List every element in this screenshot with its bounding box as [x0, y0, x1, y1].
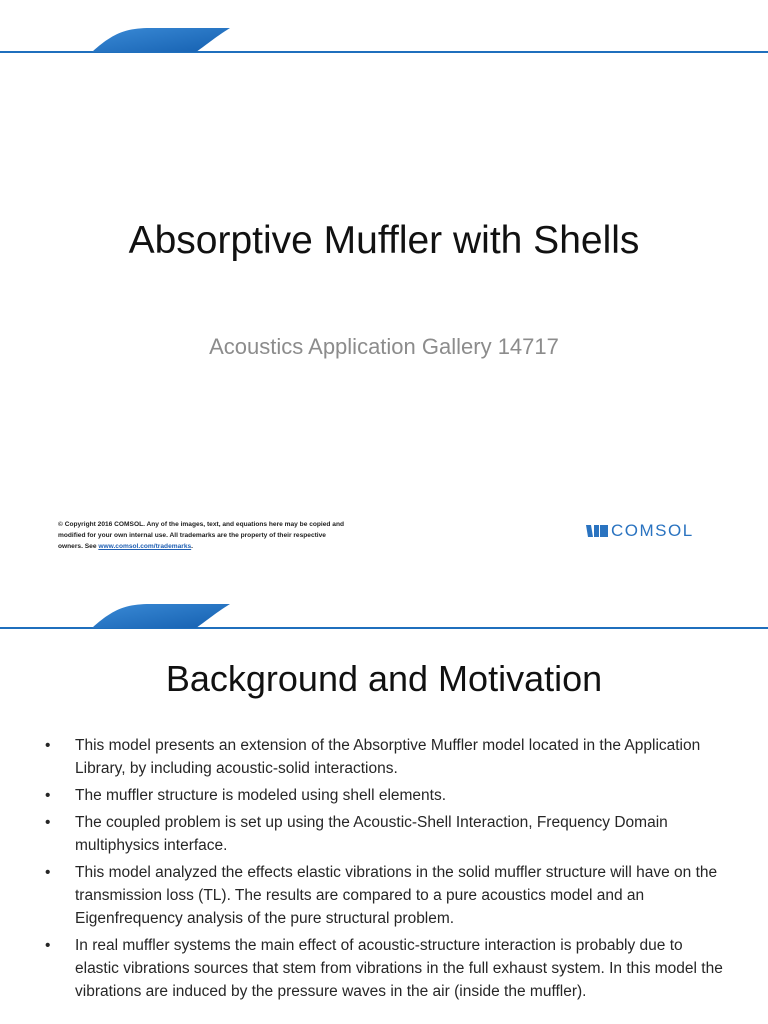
copyright-text: © Copyright 2016 COMSOL. Any of the images, text, and equations here may be copied and modified for your own internal use. All trademarks are the property of their respective owners. See — [58, 521, 345, 550]
bullet-item — [45, 784, 725, 807]
bullet-text: This model presents an extension of the Absorptive Muffler model located in the Application Library, by including acoustic-solid interactions. — [75, 737, 701, 777]
bullet-text: This model analyzed the effects elastic vibrations in the solid muffler structure will have on the transmission loss (TL). The results are compared to a pure acoustics model and an Eigenfrequency analysis of the pure structural problem. — [75, 864, 718, 927]
bullet-marker: • — [45, 937, 51, 954]
bullet-item — [45, 861, 725, 930]
comsol-logo — [586, 521, 694, 541]
slide-subtitle: Acoustics Application Gallery 14717 — [209, 334, 559, 359]
copyright-end: . — [191, 543, 194, 550]
bullet-text: In real muffler systems the main effect of acoustic-structure interaction is probably due to elastic vibrations sources that stem from vibrations in the full exhaust system. In this model the vibrations are induced by the pressure waves in the air (inside the muffler). — [75, 937, 723, 1000]
bullet-item — [45, 934, 725, 1003]
copyright-notice — [58, 519, 348, 552]
bullet-marker: • — [45, 787, 51, 804]
bullet-marker: • — [45, 737, 51, 754]
header-band — [0, 0, 768, 60]
comsol-logo-text: COMSOL — [611, 521, 694, 540]
bullet-text: The coupled problem is set up using the Acoustic-Shell Interaction, Frequency Domain multiphysics interface. — [75, 814, 668, 854]
comsol-logo-icon — [586, 524, 608, 538]
bullet-text: The muffler structure is modeled using shell elements. — [75, 787, 447, 804]
bullet-marker: • — [45, 864, 51, 881]
bullet-item — [45, 811, 725, 857]
header-band-2 — [0, 600, 768, 660]
slide-title: Absorptive Muffler with Shells — [128, 219, 640, 262]
slide-title: Background and Motivation — [165, 658, 603, 699]
bullet-marker: • — [45, 814, 51, 831]
bullet-item — [45, 734, 725, 780]
trademarks-link[interactable]: www.comsol.com/trademarks — [98, 543, 192, 550]
background-slide — [0, 600, 768, 1024]
bullet-list — [45, 734, 725, 1007]
